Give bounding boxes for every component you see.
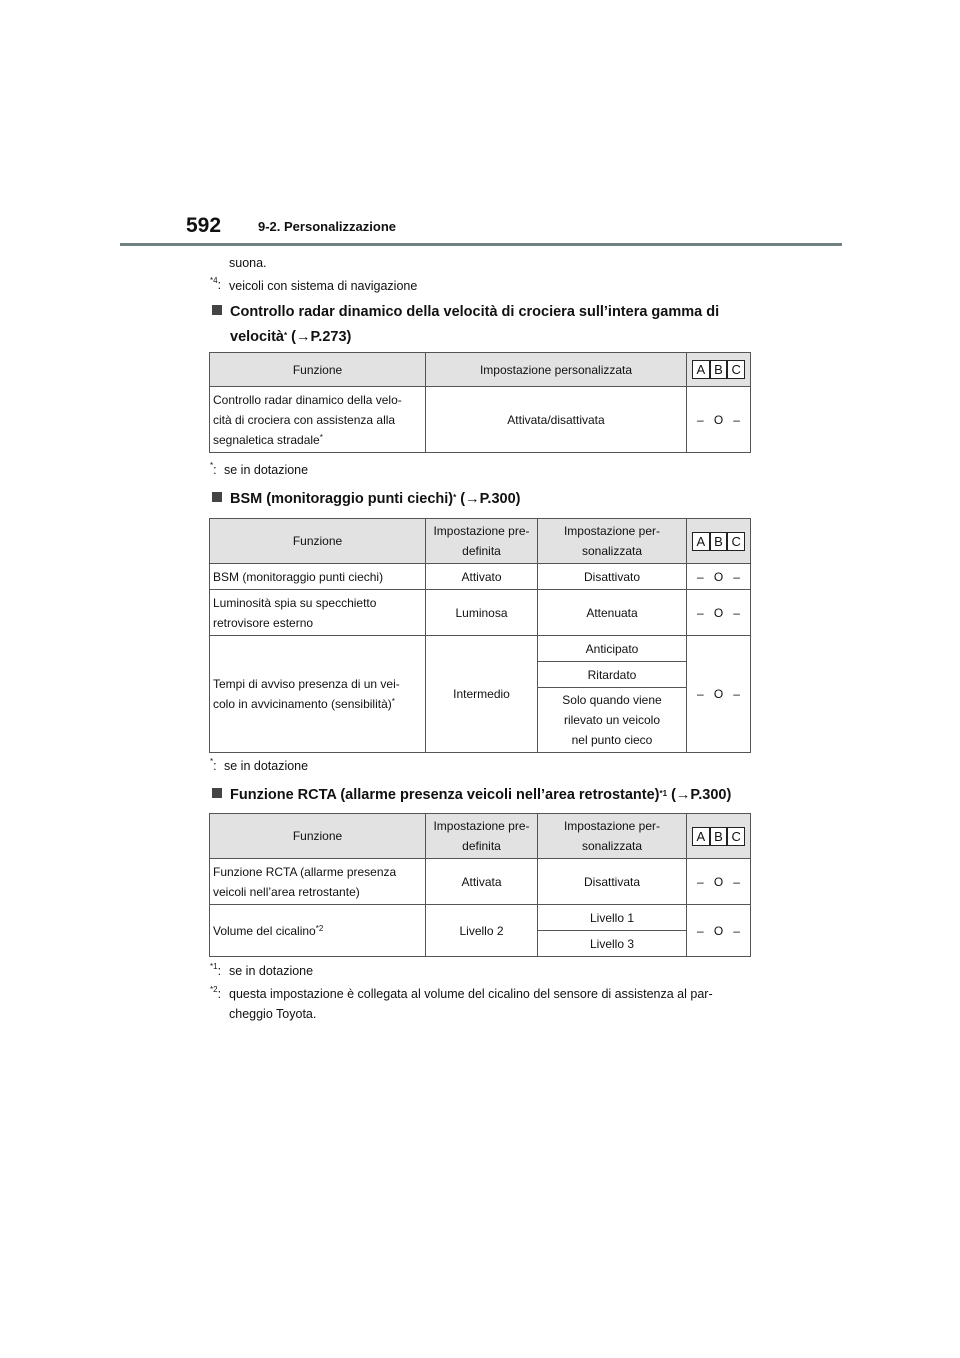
section-2-title: BSM (monitoraggio punti ciechi)* (→P.300) [212, 487, 520, 512]
footnote-1-mark: $^{*1}$: [210, 962, 222, 978]
column-c-icon: C [727, 360, 745, 379]
cell-funzione: Luminosità spia su specchietto retrovisore esterno [210, 590, 426, 636]
cell-funzione: Controllo radar dinamico della velo- cità di crociera con assistenza alla segnaletica stradale* [210, 387, 426, 453]
square-bullet-icon [212, 788, 222, 798]
cell-funzione: Volume del cicalino$^{*2}$ [210, 905, 426, 957]
table-row [210, 636, 751, 662]
continued-text: suona. [229, 256, 267, 270]
header-abc [687, 353, 751, 387]
cell-default: Luminosa [426, 590, 538, 636]
table-row [210, 564, 751, 590]
cell-abc: – O – [687, 564, 751, 590]
column-a-icon: A [692, 532, 710, 551]
page-reference[interactable]: (→P.300) [671, 787, 732, 803]
header-predefinita: Impostazione pre- definita [426, 519, 538, 564]
cell-custom: Disattivata [538, 859, 687, 905]
header-personalizzata: Impostazione per- sonalizzata [538, 519, 687, 564]
table-row [210, 905, 751, 931]
column-c-icon: C [727, 827, 745, 846]
footnote-2-text: questa impostazione è collegata al volume del cicalino del sensore di assistenza al par- cheggio Toyota. [229, 987, 713, 1021]
table-header-row [210, 814, 751, 859]
column-b-icon: B [710, 827, 728, 846]
cell-default: Attivato [426, 564, 538, 590]
section-1-title: Controllo radar dinamico della velocità di crociera sull’intera gamma di velocità* (→P.273) [212, 300, 719, 350]
cell-funzione: Tempi di avviso presenza di un vei- colo in avvicinamento (sensibilità)* [210, 636, 426, 753]
cell-abc: – O – [687, 387, 751, 453]
section-3-title: Funzione RCTA (allarme presenza veicoli nell’area retrostante)$^{*1}$ (→P.300) [212, 783, 731, 808]
header-abc [687, 814, 751, 859]
footnote-4-mark: $^{*4}$: [210, 276, 222, 292]
footnote-mark: *: [210, 461, 217, 477]
page-number: 592 [186, 214, 222, 237]
cell-abc: – O – [687, 859, 751, 905]
footnote-1-text: se in dotazione [229, 964, 314, 978]
cell-custom-anticipato: Anticipato [538, 636, 687, 662]
table-section-3 [209, 813, 751, 957]
cell-custom-solo-quando: Solo quando viene rilevato un veicolo nel punto cieco [538, 688, 687, 753]
header-personalizzata: Impostazione per- sonalizzata [538, 814, 687, 859]
cell-custom: Disattivato [538, 564, 687, 590]
table-header-row [210, 519, 751, 564]
cell-abc: – O – [687, 636, 751, 753]
square-bullet-icon [212, 492, 222, 502]
header-abc [687, 519, 751, 564]
header-rule [120, 243, 842, 246]
footnote-mark: *: [210, 757, 217, 773]
footnote-text: se in dotazione [224, 759, 309, 773]
footnote-2-mark: $^{*2}$: [210, 985, 222, 1001]
cell-default: Attivata [426, 859, 538, 905]
column-b-icon: B [710, 532, 728, 551]
header-funzione: Funzione [210, 353, 426, 387]
cell-funzione: Funzione RCTA (allarme presenza veicoli nell’area retrostante) [210, 859, 426, 905]
column-a-icon: A [692, 827, 710, 846]
header-funzione: Funzione [210, 814, 426, 859]
cell-value: Attivata/disattivata [426, 387, 687, 453]
table-header-row [210, 353, 751, 387]
table-row [210, 859, 751, 905]
footnote-4-text: veicoli con sistema di navigazione [229, 279, 418, 293]
footnote-text: se in dotazione [224, 463, 309, 477]
cell-custom-livello-1: Livello 1 [538, 905, 687, 931]
square-bullet-icon [212, 305, 222, 315]
cell-abc: – O – [687, 590, 751, 636]
cell-custom: Attenuata [538, 590, 687, 636]
column-c-icon: C [727, 532, 745, 551]
cell-funzione: BSM (monitoraggio punti ciechi) [210, 564, 426, 590]
header-predefinita: Impostazione pre- definita [426, 814, 538, 859]
table-section-2 [209, 518, 751, 753]
table-row [210, 590, 751, 636]
cell-abc: – O – [687, 905, 751, 957]
cell-default: Livello 2 [426, 905, 538, 957]
header-funzione: Funzione [210, 519, 426, 564]
header-impostazione: Impostazione personalizzata [426, 353, 687, 387]
chapter-title: 9-2. Personalizzazione [258, 219, 396, 234]
table-section-1 [209, 352, 751, 453]
page-reference[interactable]: (→P.273) [291, 329, 352, 345]
page-reference[interactable]: (→P.300) [460, 491, 521, 507]
table-row [210, 387, 751, 453]
column-a-icon: A [692, 360, 710, 379]
cell-custom-livello-3: Livello 3 [538, 931, 687, 957]
cell-custom-ritardato: Ritardato [538, 662, 687, 688]
column-b-icon: B [710, 360, 728, 379]
cell-default: Intermedio [426, 636, 538, 753]
